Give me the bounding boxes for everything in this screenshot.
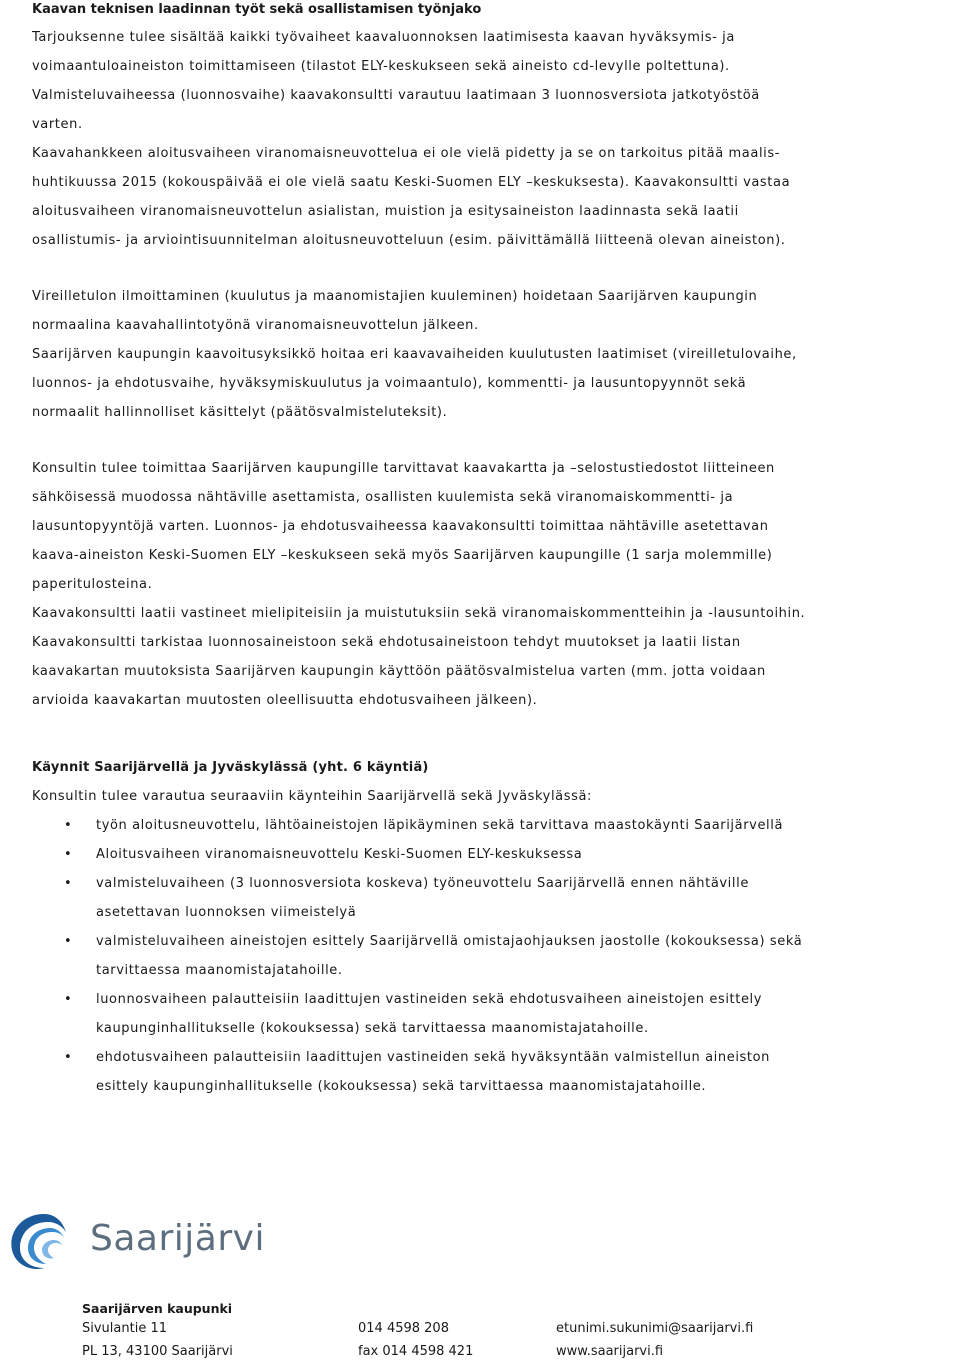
paragraph-line: Konsultin tulee toimittaa Saarijärven kaupungille tarvittavat kaavakartta ja –selostustiedostot liitteineen — [32, 461, 775, 476]
list-item: • Aloitusvaiheen viranomaisneuvottelu Keski-Suomen ELY-keskuksessa — [96, 840, 912, 869]
paragraph-line: paperitulosteina. — [32, 577, 153, 592]
document-body — [32, 0, 912, 1101]
list-item: • luonnosvaiheen palautteisiin laadittujen vastineiden sekä ehdotusvaiheen aineistojen esittely kaupunginhallitukselle (kokouksessa) sekä tarvittaessa maanomistajatahoille. — [96, 985, 912, 1043]
paragraph-line: osallistumis- ja arviointisuunnitelman aloitusneuvotteluun (esim. päivittämällä liitteenä olevan aineiston). — [32, 233, 786, 248]
paragraph-line: kaavakartan muutoksista Saarijärven kaupungin käyttöön päätösvalmistelua varten (mm. jotta voidaan — [32, 664, 766, 679]
paragraph-line: aloitusvaiheen viranomaisneuvottelun asialistan, muistion ja esitysaineiston laadinnasta sekä laatii — [32, 204, 739, 219]
list-item: • työn aloitusneuvottelu, lähtöaineistojen läpikäyminen sekä tarvittava maastokäynti Saarijärvellä — [96, 811, 912, 840]
visits-intro: Konsultin tulee varautua seuraaviin käynteihin Saarijärvellä sekä Jyväskylässä: — [32, 789, 593, 804]
section-consultant-duties — [32, 454, 912, 715]
paragraph-line: kaava-aineiston Keski-Suomen ELY –keskukseen sekä myös Saarijärven kaupungille (1 sarja molemmille) — [32, 548, 773, 563]
website-link[interactable]: www.saarijarvi.fi — [556, 1344, 664, 1359]
email-address: etunimi.sukunimi@saarijarvi.fi — [556, 1321, 754, 1336]
section-heading: Kaavan teknisen laadinnan työt sekä osallistamisen työnjako — [32, 2, 482, 17]
organization-name: Saarijärven kaupunki — [82, 1301, 233, 1316]
section-announcements — [32, 282, 912, 427]
paragraph-line: normaalina kaavahallintotyönä viranomaisneuvottelun jälkeen. — [32, 318, 479, 333]
section-technical-work — [32, 23, 912, 255]
address-street: Sivulantie 11 — [82, 1321, 167, 1336]
list-item: • valmisteluvaiheen (3 luonnosversiota koskeva) työneuvottelu Saarijärvellä ennen nähtäville asetettavan luonnoksen viimeistelyä — [96, 869, 912, 927]
paragraph-line: arvioida kaavakartan muutosten oleellisuutta ehdotusvaiheen jälkeen). — [32, 693, 538, 708]
list-item: • valmisteluvaiheen aineistojen esittely Saarijärvellä omistajaohjauksen jaostolle (kokouksessa) sekä tarvittaessa maanomistajatahoille. — [96, 927, 912, 985]
address-postal: PL 13, 43100 Saarijärvi — [82, 1344, 233, 1359]
paragraph-line: huhtikuussa 2015 (kokouspäivää ei ole vielä saatu Keski-Suomen ELY –keskuksesta). Kaavakonsultti vastaa — [32, 175, 791, 190]
visits-list — [32, 811, 912, 1101]
paragraph-line: Tarjouksenne tulee sisältää kaikki työvaiheet kaavaluonnoksen laatimisesta kaavan hyväksymis- ja — [32, 30, 735, 45]
paragraph-line: lausuntopyyntöjä varten. Luonnos- ja ehdotusvaiheessa kaavakonsultti toimittaa nähtäville asetettavan — [32, 519, 769, 534]
saarijarvi-logo — [4, 1206, 304, 1276]
visits-heading: Käynnit Saarijärvellä ja Jyväskylässä (yht. 6 käyntiä) — [32, 760, 429, 775]
paragraph-line: Saarijärven kaupungin kaavoitusyksikkö hoitaa eri kaavavaiheiden kuulutusten laatimiset (vireilletulovaihe, — [32, 347, 797, 362]
phone-number: 014 4598 208 — [358, 1321, 449, 1336]
paragraph-line: luonnos- ja ehdotusvaihe, hyväksymiskuulutus ja voimaantulo), kommentti- ja lausuntopyynnöt sekä — [32, 376, 747, 391]
swirl-emblem-icon — [4, 1206, 70, 1276]
paragraph-line: Kaavakonsultti laatii vastineet mielipiteisiin ja muistutuksiin sekä viranomaiskommentteihin ja -lausuntoihin. — [32, 606, 806, 621]
paragraph-line: Valmisteluvaiheessa (luonnosvaihe) kaavakonsultti varautuu laatimaan 3 luonnosversiota jatkotyöstöä — [32, 88, 760, 103]
paragraph-line: Vireilletulon ilmoittaminen (kuulutus ja maanomistajien kuuleminen) hoidetaan Saarijärven kaupungin — [32, 289, 758, 304]
page-footer — [0, 1196, 960, 1362]
logo-wordmark: Saarijärvi — [90, 1218, 265, 1259]
paragraph-line: sähköisessä muodossa nähtäville asettamista, osallisten kuulemista sekä viranomaiskommentti- ja — [32, 490, 734, 505]
paragraph-line: normaalit hallinnolliset käsittelyt (päätösvalmisteluteksit). — [32, 405, 448, 420]
paragraph-line: Kaavakonsultti tarkistaa luonnosaineistoon sekä ehdotusaineistoon tehdyt muutokset ja laatii listan — [32, 635, 741, 650]
fax-number: fax 014 4598 421 — [358, 1344, 474, 1359]
list-item: • ehdotusvaiheen palautteisiin laadittujen vastineiden sekä hyväksyntään valmistellun aineiston esittely kaupunginhallitukselle (kokouksessa) sekä tarvittaessa maanomistajatahoille. — [96, 1043, 912, 1101]
paragraph-line: Kaavahankkeen aloitusvaiheen viranomaisneuvottelua ei ole vielä pidetty ja se on tarkoitus pitää maalis- — [32, 146, 781, 161]
paragraph-line: voimaantuloaineiston toimittamiseen (tilastot ELY-keskukseen sekä aineisto cd-levylle poltettuna). — [32, 59, 730, 74]
paragraph-line: varten. — [32, 117, 83, 132]
